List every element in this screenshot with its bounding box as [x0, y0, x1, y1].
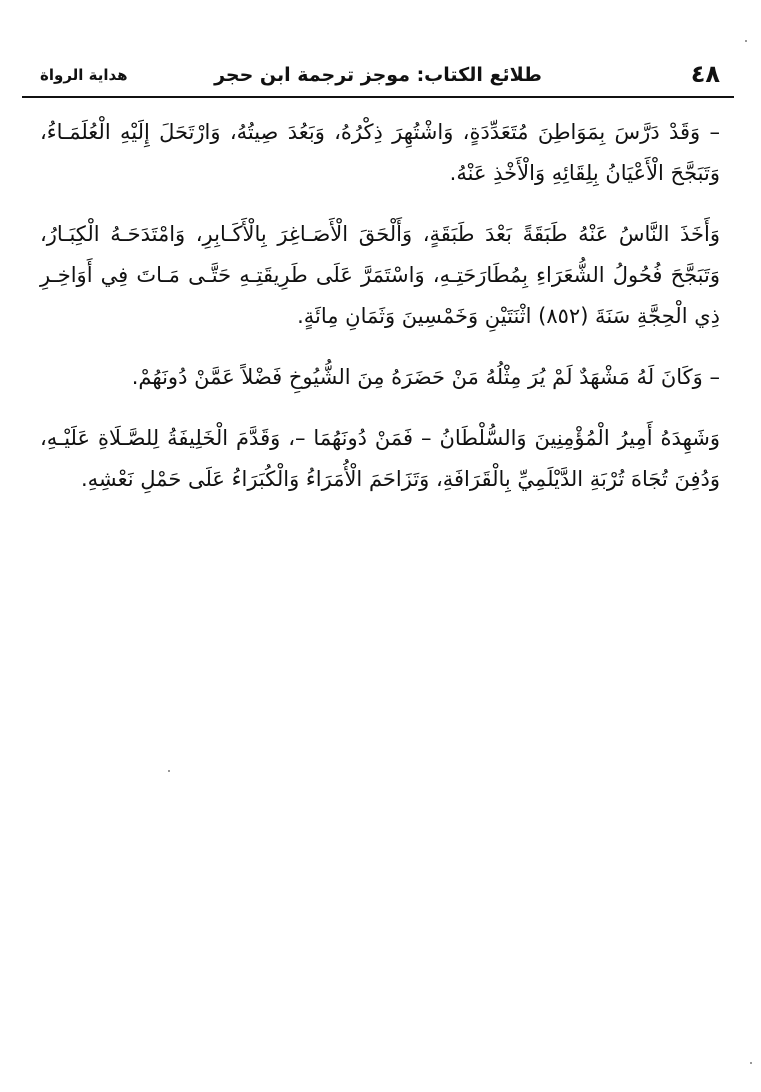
paragraph: – وَقَدْ دَرَّسَ بِمَوَاطِنَ مُتَعَدِّدَةٍ، وَاشْتُهِرَ ذِكْرُهُ، وَبَعُدَ صِيتُهُ، وَارْتَحَلَ إِلَيْهِ الْعُلَمَـاءُ، وَتَبَجَّحَ الْأَعْيَانُ بِلِقَائِهِ وَالْأَخْذِ عَنْهُ. [40, 120, 720, 185]
paragraph: – وَكَانَ لَهُ مَشْهَدٌ لَمْ يُرَ مِثْلُهُ مَنْ حَضَرَهُ مِنَ الشُّيُوخِ فَضْلاً عَمَّنْ دُونَهُمْ. [131, 365, 720, 389]
paragraph: وَشَهِدَهُ أَمِيرُ الْمُؤْمِنِينَ وَالسُّلْطَانُ – فَمَنْ دُونَهُمَا –، وَقَدَّمَ الْخَلِيفَةُ لِلصَّـلَاةِ عَلَيْـهِ، وَدُفِنَ تُجَاهَ تُرْبَةِ الدَّيْلَمِيِّ بِالْقَرَافَةِ، وَتَزَاحَمَ الْأُمَرَاءُ وَالْكُبَرَاءُ عَلَى حَمْلِ نَعْشِهِ. [40, 426, 720, 491]
scan-speck [168, 770, 170, 772]
scan-speck [750, 1062, 752, 1064]
running-title: طلائع الكتاب: موجز ترجمة ابن حجر [214, 64, 542, 86]
scan-speck [745, 40, 747, 42]
page-number: ٤٨ [690, 60, 720, 88]
page-header [22, 56, 734, 96]
header-rule [22, 96, 734, 98]
series-title: هداية الرواة [40, 66, 128, 84]
paragraph: وَأَخَذَ النَّاسُ عَنْهُ طَبَقَةً بَعْدَ طَبَقَةٍ، وَأَلْحَقَ الْأَصَـاغِرَ بِالْأَكَـابِرِ، وَامْتَدَحَـهُ الْكِبَـارُ، وَتَبَجَّحَ فُحُولُ الشُّعَرَاءِ بِمُطَارَحَتِـهِ، وَاسْتَمَرَّ عَلَى طَرِيقَتِـهِ حَتَّـى مَـاتَ فِي أَوَاخِـرِ ذِي الْحِجَّةِ سَنَةَ (٨٥٢) اثْنَتَيْنِ وَخَمْسِينَ وَثَمَانِ مِائَةٍ. [40, 222, 720, 328]
body-text [40, 112, 720, 500]
